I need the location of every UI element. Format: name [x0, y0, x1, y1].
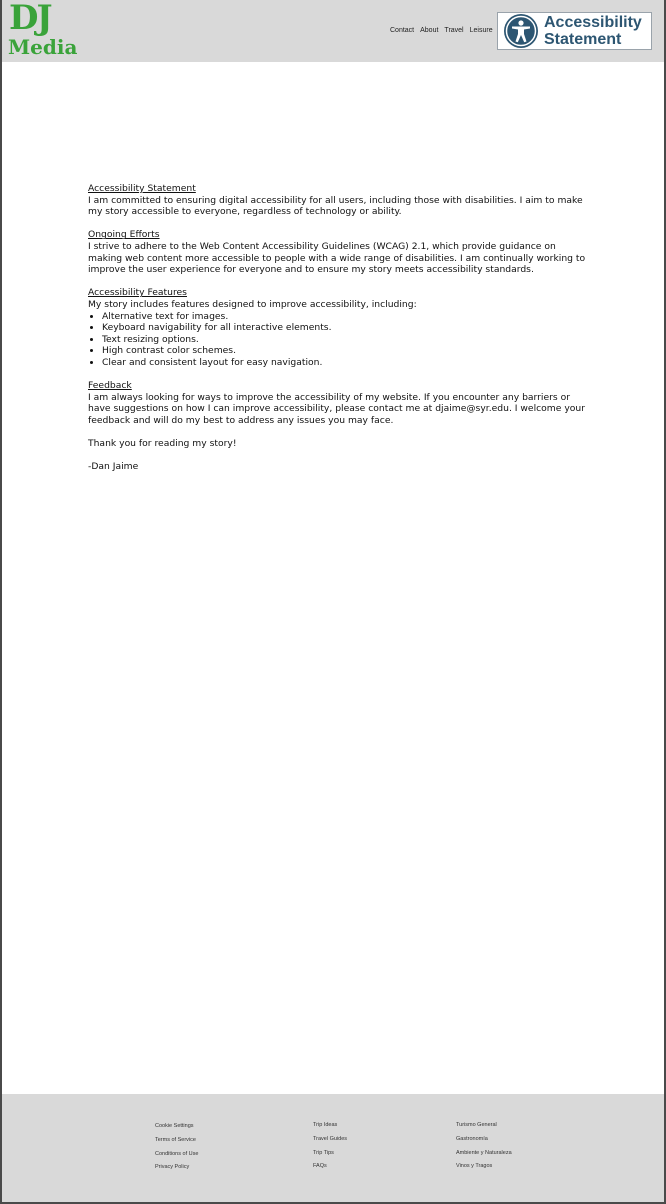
- footer-link-trip-ideas[interactable]: Trip Ideas: [313, 1122, 338, 1128]
- list-item: • Keyboard navigability for all interactive elements.: [102, 322, 588, 334]
- feedback-text: I am always looking for ways to improve the accessibility of my website. If you encounter any barriers or have suggestions on how I can improve accessibility, please contact me at djaime@syr.edu. I welcome your feedback and will do my best to address any issues you may face.: [88, 391, 585, 426]
- statement-section: [88, 183, 588, 218]
- footer-link-gastronomia[interactable]: Gastronomía: [456, 1135, 488, 1142]
- main-nav: [390, 24, 493, 38]
- signature: -Dan Jaime: [88, 461, 139, 473]
- footer-link-ambiente-naturaleza[interactable]: Ambiente y Naturaleza: [456, 1149, 512, 1156]
- features-section: [88, 287, 588, 368]
- list-item: • Text resizing options.: [102, 334, 588, 346]
- nav-leisure-link[interactable]: Leisure: [469, 27, 493, 34]
- footer-link-conditions-of-use[interactable]: Conditions of Use: [155, 1150, 199, 1157]
- statement-text: I am committed to ensuring digital accessibility for all users, including those with disabilities. I aim to make my story accessible to everyone, regardless of technology or ability.: [88, 194, 583, 218]
- logo-media-text: Media: [8, 35, 78, 59]
- list-item: • Clear and consistent layout for easy navigation.: [102, 357, 588, 369]
- feedback-section: [88, 380, 588, 426]
- footer-column-spanish: [456, 1119, 512, 1174]
- features-list: [88, 311, 588, 369]
- footer-column-legal: [155, 1120, 198, 1175]
- thanks-text: Thank you for reading my story!: [88, 438, 237, 450]
- features-intro: My story includes features designed to improve accessibility, including:: [88, 298, 417, 310]
- badge-line-2: Statement: [544, 31, 622, 48]
- logo-dj-text: DJ: [9, 0, 51, 38]
- nav-about-link[interactable]: About: [420, 27, 439, 34]
- footer-link-cookie-settings[interactable]: Cookie Settings: [155, 1123, 194, 1129]
- footer-link-privacy-policy[interactable]: Privacy Policy: [155, 1164, 190, 1171]
- page: [2, 0, 664, 1202]
- efforts-text: I strive to adhere to the Web Content Accessibility Guidelines (WCAG) 2.1, which provide guidance on making web content more accessible to people with a wide range of disabilities. I am continually working to improve the user experience for everyone and to ensure my story meets accessibility standards.: [88, 240, 586, 276]
- accessibility-person-icon: [503, 13, 539, 49]
- nav-travel-link[interactable]: Travel: [444, 27, 464, 34]
- feedback-heading: Feedback: [88, 380, 132, 392]
- thanks-section: [88, 438, 588, 450]
- nav-contact-link[interactable]: Contact: [390, 27, 415, 34]
- footer-link-faqs[interactable]: FAQs: [313, 1163, 327, 1170]
- badge-label: [544, 14, 642, 48]
- accessibility-statement-badge[interactable]: [497, 12, 652, 50]
- footer-column-trips: [313, 1119, 347, 1174]
- list-item: • High contrast color schemes.: [102, 345, 588, 357]
- site-header: [2, 0, 664, 62]
- dj-media-logo[interactable]: [8, 2, 80, 60]
- list-item: • Alternative text for images.: [102, 311, 588, 323]
- footer-link-trip-tips[interactable]: Trip Tips: [313, 1149, 334, 1156]
- footer-link-turismo-general[interactable]: Turismo General: [456, 1122, 497, 1128]
- efforts-heading: Ongoing Efforts: [88, 229, 160, 241]
- footer-link-terms-of-service[interactable]: Terms of Service: [155, 1136, 196, 1143]
- statement-heading: Accessibility Statement: [88, 183, 196, 194]
- footer-link-travel-guides[interactable]: Travel Guides: [313, 1135, 348, 1142]
- features-heading: Accessibility Features: [88, 287, 187, 299]
- site-footer: [2, 1094, 664, 1202]
- footer-link-vinos-tragos[interactable]: Vinos y Tragos: [456, 1163, 493, 1170]
- badge-line-1: Accessibility: [544, 14, 642, 31]
- efforts-section: [88, 229, 588, 275]
- accessibility-content: [88, 183, 588, 473]
